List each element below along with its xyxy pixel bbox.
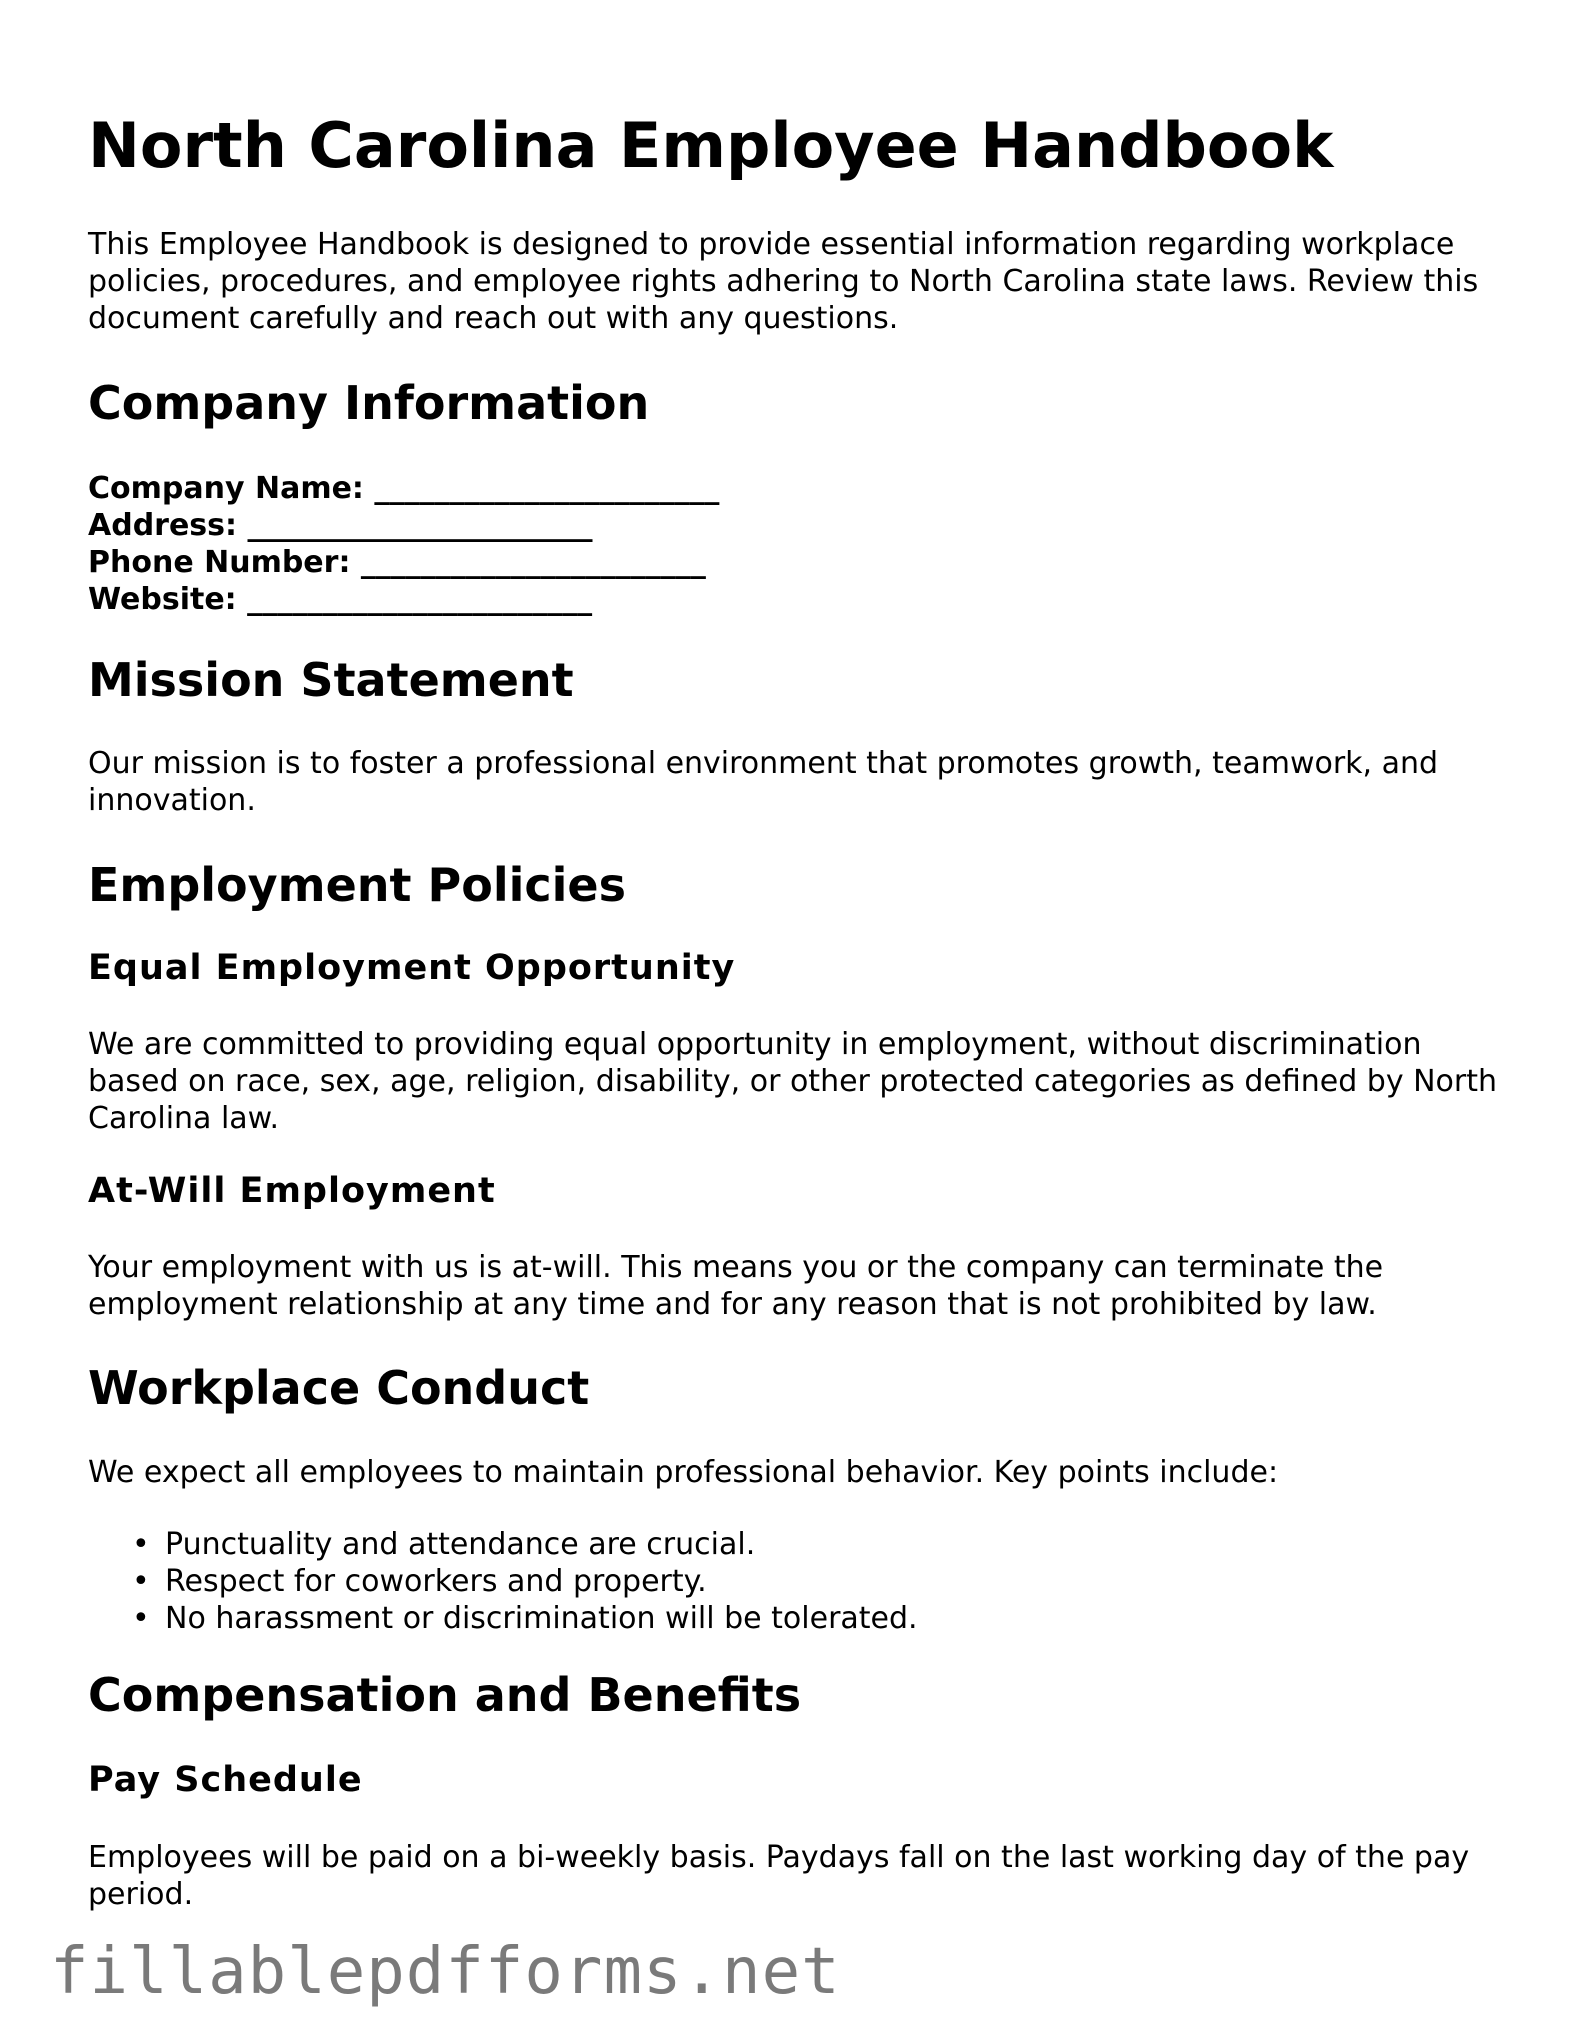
compensation-heading: Compensation and Benefits — [88, 1668, 802, 1722]
field-blank[interactable]: _______________________ — [374, 471, 720, 506]
list-item-text: No harassment or discrimination will be tolerated. — [165, 1601, 918, 1636]
field-blank[interactable]: _______________________ — [247, 508, 593, 543]
address-field — [88, 507, 719, 544]
field-label: Phone Number: — [88, 545, 351, 580]
document-title: North Carolina Employee Handbook — [88, 109, 1334, 182]
mission-statement-heading: Mission Statement — [88, 653, 574, 707]
watermark: fillablepdfforms.net — [50, 1935, 841, 2009]
workplace-conduct-heading: Workplace Conduct — [88, 1361, 590, 1415]
field-label: Address: — [88, 508, 238, 543]
pay-schedule-text: Employees will be paid on a bi-weekly basis. Paydays fall on the last working day of the pay period. — [88, 1840, 1470, 1912]
at-will-heading: At-Will Employment — [88, 1171, 496, 1211]
bullet-icon: • — [132, 1601, 150, 1636]
field-blank[interactable]: _______________________ — [360, 545, 706, 580]
list-item — [132, 1526, 918, 1563]
phone-number-field — [88, 544, 719, 581]
at-will-text: Your employment with us is at-will. This means you or the company can terminate the employment relationship at any time and for any reason that is not prohibited by law. — [88, 1250, 1384, 1322]
field-label: Company Name: — [88, 471, 364, 506]
intro-paragraph: This Employee Handbook is designed to provide essential information regarding workplace policies, procedures, and employee rights adhering to North Carolina state laws. Review this document carefully and reach out with any questions. — [88, 227, 1479, 336]
list-item-text: Respect for coworkers and property. — [165, 1564, 707, 1599]
list-item — [132, 1563, 918, 1600]
conduct-list — [88, 1526, 918, 1637]
bullet-icon: • — [132, 1564, 150, 1599]
company-fields — [88, 470, 719, 618]
mission-text: Our mission is to foster a professional environment that promotes growth, teamwork, and innovation. — [88, 746, 1439, 818]
bullet-icon: • — [132, 1527, 150, 1562]
website-field — [88, 581, 719, 618]
field-label: Website: — [88, 582, 237, 617]
list-item-text: Punctuality and attendance are crucial. — [165, 1527, 756, 1562]
eeo-text: We are committed to providing equal opportunity in employment, without discrimination based on race, sex, age, religion, disability, or other protected categories as defined by North Carolina law. — [88, 1027, 1498, 1136]
conduct-intro: We expect all employees to maintain professional behavior. Key points include: — [88, 1455, 1279, 1490]
eeo-heading: Equal Employment Opportunity — [88, 948, 736, 988]
company-name-field — [88, 470, 719, 507]
field-blank[interactable]: _______________________ — [247, 582, 593, 617]
pay-schedule-heading: Pay Schedule — [88, 1760, 363, 1800]
employment-policies-heading: Employment Policies — [88, 858, 626, 912]
list-item — [132, 1600, 918, 1637]
company-information-heading: Company Information — [88, 376, 650, 430]
